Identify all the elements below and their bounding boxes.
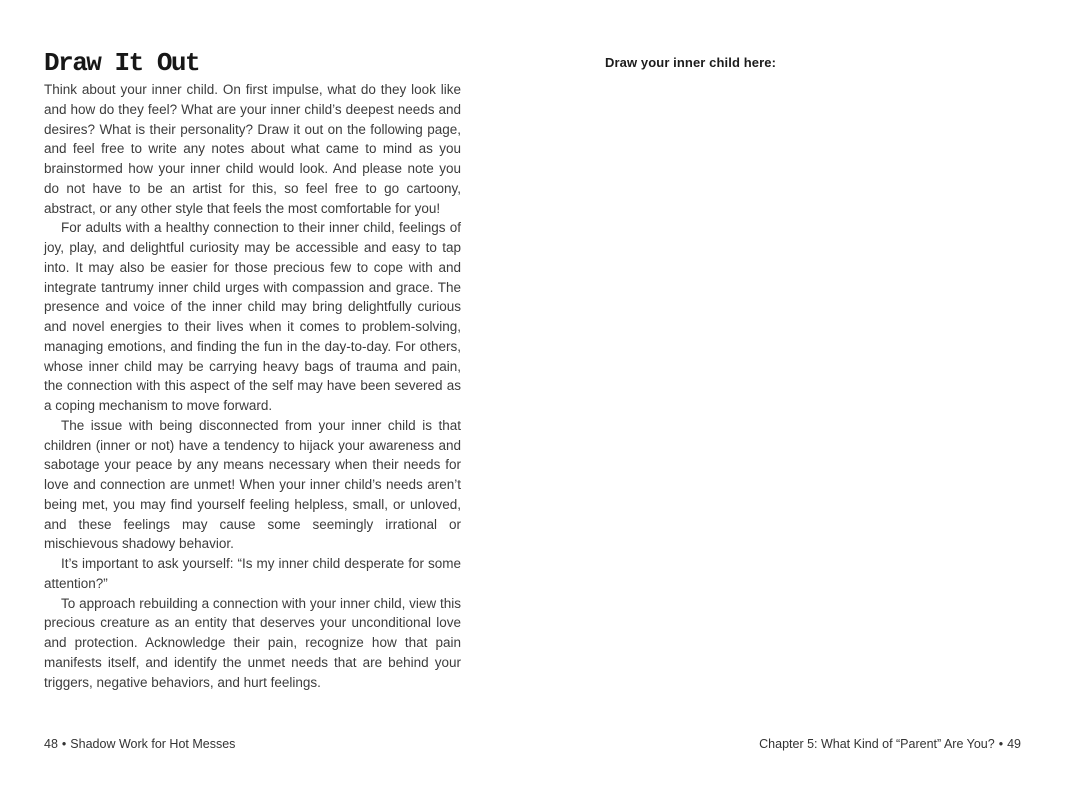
right-page-footer [759,736,1021,752]
right-page-number: 49 [1007,737,1021,751]
drawing-prompt: Draw your inner child here: [605,55,777,70]
left-page-number: 48 [44,737,58,751]
drawing-area [605,85,1022,715]
left-page-footer [44,736,235,752]
body-paragraph: Think about your inner child. On first impulse, what do they look like and how do they feel? What are your inner child’s deepest needs and desires? What is their personality? Draw it out on the following page, and feel free to write any notes about what came to mind as you brainstormed how your inner child would look. And please note you do not have to be an artist for this, so feel free to go cartoony, abstract, or any other style that feels the most comfortable for you! [44,82,461,216]
body-paragraph: The issue with being disconnected from your inner child is that children (inner or not) have a tendency to hijack your awareness and sabotage your peace by any means necessary when their needs for love and connection are unmet! When your inner child’s needs aren’t being met, you may find yourself feeling helpless, small, or unloved, and these feelings may cause some seemingly irrational or mischievous shadowy behavior. [44,417,461,552]
body-paragraph: It’s important to ask yourself: “Is my inner child desperate for some attention?” [44,556,461,591]
body-text [44,80,461,692]
left-page-text-column [44,49,461,692]
section-heading: Draw It Out [44,48,200,78]
footer-bullet-left: • [61,737,67,751]
chapter-title: Chapter 5: What Kind of “Parent” Are You? [759,737,995,751]
body-paragraph: To approach rebuilding a connection with your inner child, view this precious creature as an entity that deserves your unconditional love and protection. Acknowledge their pain, recognize how that pain manifests itself, and identify the unmet needs that are behind your triggers, negative behaviors, and hurt feelings. [44,595,461,690]
footer-bullet-right: • [998,737,1004,751]
body-paragraph: For adults with a healthy connection to their inner child, feelings of joy, play, and delightful curiosity may be accessible and easy to tap into. It may also be easier for those precious few to cope with and integrate tantrumy inner child urges with compassion and grace. The presence and voice of the inner child may bring delightfully curious and novel energies to their lives when it comes to problem-solving, managing emotions, and finding the fun in the day-to-day. For others, whose inner child may be carrying heavy bags of trauma and pain, the connection with this aspect of the self may have been severed as a coping mechanism to move forward. [44,220,461,413]
book-title: Shadow Work for Hot Messes [70,737,236,751]
